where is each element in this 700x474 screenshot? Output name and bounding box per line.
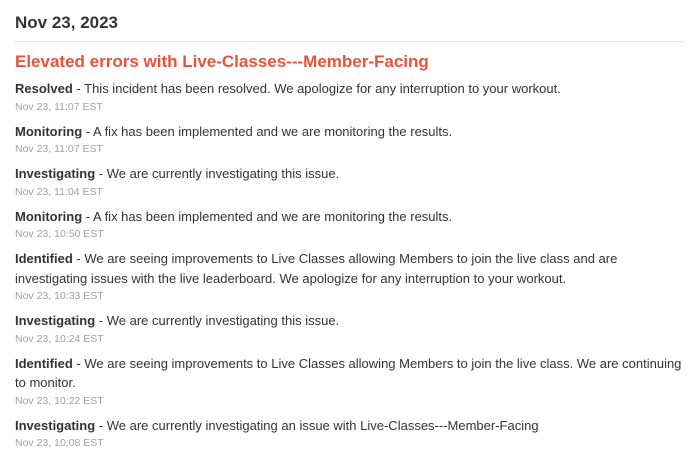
update-timestamp: Nov 23, 10:33 EST: [15, 290, 104, 302]
incident-update: [15, 416, 685, 453]
update-timestamp: Nov 23, 11:04 EST: [15, 185, 103, 198]
update-status: Resolved: [15, 81, 73, 96]
incident-update: [15, 164, 685, 201]
update-message: We are seeing improvements to Live Classes allowing Members to join the live class. We are continuing to monitor.: [15, 355, 682, 390]
update-status: Investigating: [15, 417, 96, 433]
update-body: Investigating - We are currently investigating this issue.: [15, 166, 340, 181]
update-status: Monitoring: [15, 123, 83, 139]
incident-update: [15, 249, 685, 305]
update-body: Resolved - This incident has been resolved. We apologize for any interruption to your workout.: [15, 81, 561, 96]
update-body: Identified - We are seeing improvements to Live Classes allowing Members to join the live class and are investigating issues with the live leaderboard. We apologize for any interruption to your workout.: [15, 251, 618, 286]
update-message: We are currently investigating this issue.: [106, 313, 340, 328]
update-status: Identified: [15, 251, 73, 266]
incident-title-link[interactable]: Elevated errors with Live-Classes---Member-Facing: [15, 52, 429, 71]
update-message: This incident has been resolved. We apologize for any interruption to your workout.: [84, 81, 561, 96]
update-status: Identified: [15, 355, 73, 371]
incident-update: [15, 354, 685, 410]
incident-updates-list: [15, 79, 685, 452]
update-timestamp: Nov 23, 11:07 EST: [15, 100, 103, 113]
update-timestamp: Nov 23, 11:07 EST: [15, 143, 103, 155]
update-timestamp: Nov 23, 10:22 EST: [15, 394, 104, 407]
update-body: Monitoring - A fix has been implemented and we are monitoring the results.: [15, 208, 453, 224]
update-message: We are seeing improvements to Live Classes allowing Members to join the live class and are investigating issues with the live leaderboard. We apologize for any interruption to your workout.: [15, 251, 618, 286]
incident-update: [15, 122, 685, 159]
incident-update: [15, 311, 685, 348]
update-message: We are currently investigating this issue.: [106, 166, 340, 181]
update-message: A fix has been implemented and we are monitoring the results.: [93, 123, 453, 139]
update-message: A fix has been implemented and we are monitoring the results.: [93, 208, 453, 224]
update-body: Monitoring - A fix has been implemented and we are monitoring the results.: [15, 123, 453, 139]
update-body: Investigating - We are currently investigating this issue.: [15, 313, 340, 328]
update-body: Identified - We are seeing improvements to Live Classes allowing Members to join the live class. We are continuing to monitor.: [15, 355, 682, 390]
incident-update: [15, 79, 685, 116]
update-status: Investigating: [15, 313, 96, 328]
date-heading: Nov 23, 2023: [15, 0, 685, 42]
update-timestamp: Nov 23, 10:08 EST: [15, 437, 104, 449]
update-status: Investigating: [15, 166, 96, 181]
update-status: Monitoring: [15, 208, 83, 224]
incident-update: [15, 207, 685, 244]
update-timestamp: Nov 23, 10:50 EST: [15, 228, 104, 240]
update-timestamp: Nov 23, 10:24 EST: [15, 332, 104, 345]
update-body: Investigating - We are currently investigating an issue with Live-Classes---Member-Facing: [15, 417, 539, 433]
update-message: We are currently investigating an issue with Live-Classes---Member-Facing: [106, 417, 539, 433]
